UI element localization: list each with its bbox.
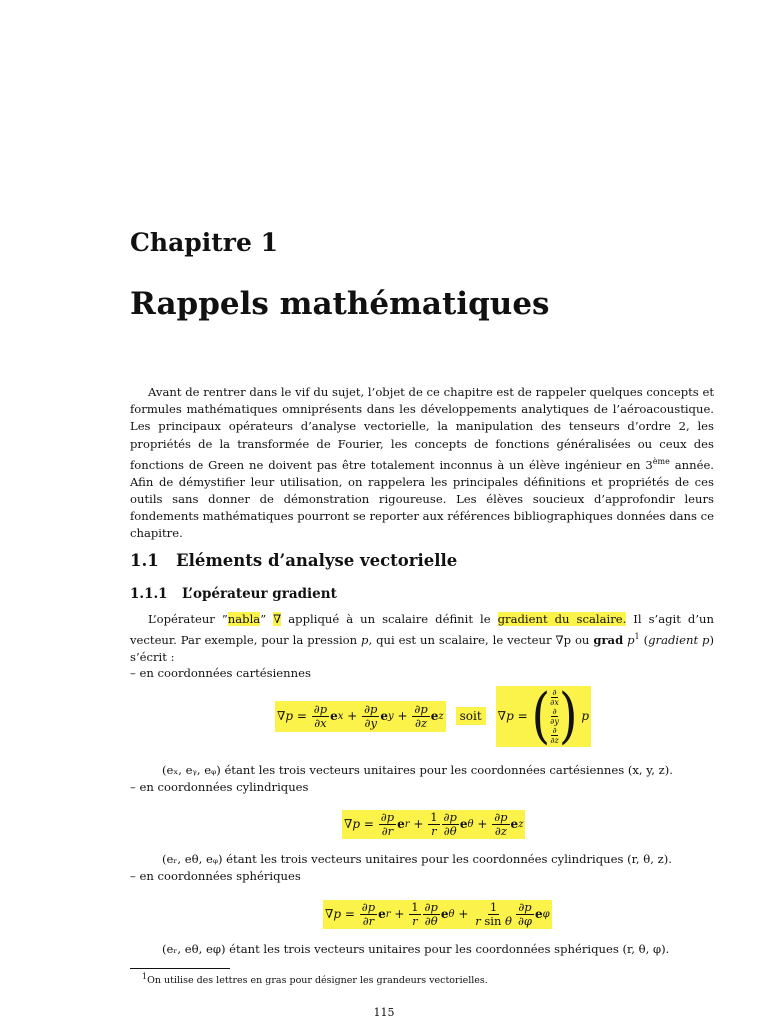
section-number: 1.1 <box>130 551 159 570</box>
gradient-paragraph: L’opérateur ”nabla” ∇ appliqué à un scalaire définit le gradient du scalaire. Il s’agit d’un vecteur. Par exemple, pour la pression p, qui est un scalaire, le vecteur ∇p ou grad $p^1$ (gradient p) s’écrit : <box>130 612 714 665</box>
unit-vectors-spherical: (eᵣ, eθ, eφ) étant les trois vecteurs unitaires pour les coordonnées sphériques (r, θ, φ). <box>162 942 670 956</box>
nabla-symbol-highlight: ∇ <box>273 612 282 626</box>
bullet-cartesian: – en coordonnées cartésiennes <box>130 666 311 680</box>
intro-paragraph <box>130 384 714 543</box>
section-title: Eléments d’analyse vectorielle <box>176 551 458 570</box>
nabla-word-highlight: nabla <box>227 612 261 626</box>
unit-vectors-cylindrical: (eᵣ, eθ, eᵩ) étant les trois vecteurs unitaires pour les coordonnées cylindriques (r, θ, z). <box>162 852 672 866</box>
formula-cartesian: ∇ p = $\frac{\partial p}{\partial x}$ e x + $\frac{\partial p}{\partial y}$ e y + $\frac{\partial p}{\partial z}$ e z soit ∇ p = ( ∂ ∂x ∂ ∂y ∂ ∂z ) p <box>277 681 590 751</box>
bullet-cylindrical: – en coordonnées cylindriques <box>130 780 309 794</box>
section-heading <box>130 551 457 570</box>
unit-vectors-cartesian: (eₓ, eᵧ, eᵩ) étant les trois vecteurs unitaires pour les coordonnées cartésiennes (x, y, z). <box>162 763 673 777</box>
formula-spherical: ∇ p = $\frac{\partial p}{\partial r}$ e r + $\frac{1}{r}$ $\frac{\partial p}{\partial\theta}$ e θ + $\frac{1}{\text{r sin θ}}$ $\frac{\partial p}{\partial\varphi}$ e φ <box>325 899 550 928</box>
formula-cylindrical: ∇ p = $\frac{\partial p}{\partial r}$ e r + $\frac{1}{r}$ $\frac{\partial p}{\partial\theta}$ e θ + $\frac{\partial p}{\partial z}$ e z <box>344 809 524 838</box>
footnote: $^1$On utilise des lettres en gras pour désigner les grandeurs vectorielles. <box>142 972 488 987</box>
intro-text-1: Avant de rentrer dans le vif du sujet, l’objet de ce chapitre est de rappeler quelques concepts et formules mathématiques omniprésents dans les développements analytiques de l’aéroacoustique. Les principaux opérateurs d’analyse vectorielle, la manipulation des tenseurs d’ordre 2, les propriétés de la transformée de Fourier, les concepts de fonctions généralisées ou ceux des fonctions de Green ne doivent pas être totalement inconnus à un élève ingénieur en 3 <box>130 385 714 472</box>
bullet-spherical: – en coordonnées sphériques <box>130 869 301 883</box>
chapter-title: Rappels mathématiques <box>130 286 550 322</box>
gradient-highlight: gradient du scalaire. <box>497 612 627 626</box>
intro-text-2: année. Afin de démystifier leur utilisation, on rappelera les principales définitions et propriétés de ces outils sans donner de démonstration rigoureuse. Les élèves soucieux d’approfondir leurs fondements mathématiques pourront se reporter aux références bibliographiques données dans ce chapitre. <box>130 457 714 541</box>
page-number: 115 <box>373 1006 395 1019</box>
footnote-mark: 1 <box>634 632 640 642</box>
subsection-number: 1.1.1 <box>130 586 168 602</box>
soit-word: soit <box>456 707 486 725</box>
chapter-label: Chapitre 1 <box>130 228 278 257</box>
subsection-title: L’opérateur gradient <box>182 586 337 602</box>
subsection-heading <box>130 586 337 602</box>
intro-sup: ème <box>652 456 670 466</box>
footnote-rule <box>130 968 230 969</box>
